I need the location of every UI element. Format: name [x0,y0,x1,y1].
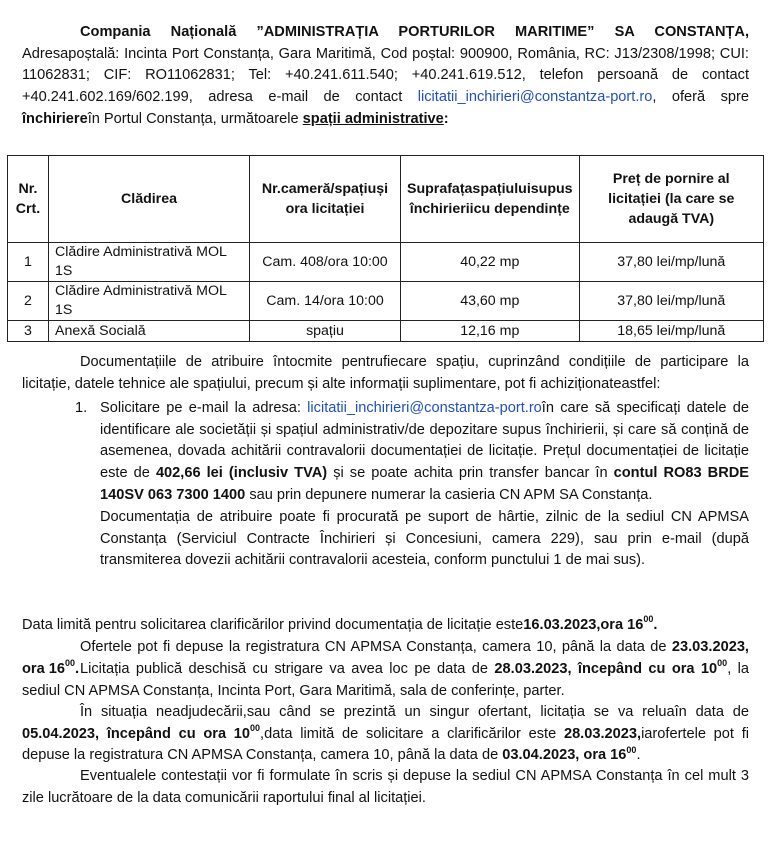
offers-date: 23.03.2023, ora 16 [22,639,749,677]
header-price: Preț de pornire al licitației (la care se adaugă TVA) [579,156,763,243]
table-row [8,282,764,321]
retry-end: . [636,747,641,764]
offers-text: Ofertele pot fi depuse la registratura CN APMSA Constanța, camera 10, până la data de [80,639,672,655]
list-item [100,398,749,507]
header-room: Nr.cameră/spațiuși ora licitației [250,156,401,243]
auction-text: Licitația publică deschisă cu strigare va avea loc pe data de [80,661,495,677]
auction-location: , la sediul CN APMSA Constanța, Incinta Port, Gara Maritimă, sala de conferințe, parter. [22,661,750,699]
header-area: Suprafațaspațiuluisupus închirieriicu dependințe [401,156,580,243]
retry-text-2: ,data limită de solicitare a clarificărilor este [260,725,564,742]
offer-colon: : [443,110,449,127]
retry-date: 05.04.2023, începând cu ora 10 [22,725,251,742]
paper-docs-paragraph: Documentația de atribuire poate fi procurată pe suport de hârtie, zilnic de la sediul CN APMSA Constanța (Serviciul Contracte Închirieri și Concesiuni, camera 229), sau prin e-mail (după transmiterea dovezii achitării contravalorii acesteia, conform punctului 1 de mai sus). [100,509,749,569]
hour-superscript: 00 [626,744,637,755]
hour-superscript: 00 [250,722,261,733]
table-row [8,321,764,342]
auction-date: 28.03.2023, începând cu ora 10 [494,661,718,677]
cell-area: 12,16 mp [401,321,580,342]
list-item-text: Solicitare pe e-mail la adresa: [100,400,308,416]
spaces-table [7,155,764,342]
cell-price: 18,65 lei/mp/lună [579,321,763,342]
hour-superscript: 00 [717,658,728,669]
documentation-price: 402,66 lei (inclusiv TVA) [155,465,328,482]
hour-superscript: 00 [65,657,76,668]
cell-building: Clădire Administrativă MOL 1S [49,243,250,282]
cell-building: Clădire Administrativă MOL 1S [49,282,250,321]
offer-text: , oferă spre [652,89,749,106]
clarification-date: 16.03.2023,ora 16 [523,617,644,633]
cell-building: Anexă Socială [49,321,250,342]
cell-nr: 2 [8,282,49,321]
contact-email-link[interactable]: licitatii_inchirieri@constantza-port.ro [417,89,653,106]
cell-room: spațiu [250,321,401,342]
cell-nr: 1 [8,243,49,282]
intro-paragraph [22,22,749,131]
company-details: Adresapoștală: Incinta Port Constanța, Gara Maritimă, Cod poștal: 900900, România, RC: J13/2308/1998; CUI: 11062831; CIF: RO11062831; Tel: +40.241.611.540; +40.241.619.512, telefon persoană de contact +40.241.602.169/602.199, adresa e-mail de contact [22,45,749,106]
list-item-text-4: sau prin depunere numerar la casieria CN APM SA Constanța. [245,486,653,503]
docs-paragraph: Documentațiile de atribuire întocmite pentrufiecare spațiu, cuprinzând condițiile de participare la licitație, datele tehnice ale spațiului, precum și alte informații suplimentare, pot fi achiziționateastfel: [22,354,749,392]
table-row [8,243,764,282]
list-item-text-3: și se poate achita prin transfer bancar în [327,465,614,482]
offer-keyword: închiriere [22,110,88,127]
bank-account: contul RO83 BRDE 140SV 063 7300 1400 [100,465,750,503]
offer-spaces-keyword: spații administrative [302,110,444,127]
header-building: Clădirea [49,156,250,243]
company-name: Compania Națională ”ADMINISTRAȚIA PORTURILOR MARITIME” SA CONSTANȚA, [80,24,749,40]
retry-text-3: iarofertele pot fi depuse la registratura CN APMSA Constanța, camera 10, până la data de [22,725,749,764]
request-email-link[interactable]: licitatii_inchirieri@constantza-port.ro [307,400,542,416]
cell-price: 37,80 lei/mp/lună [579,243,763,282]
offer-text-mid: în Portul Constanța, următoarele [87,110,303,127]
header-nr: Nr. Crt. [8,156,49,243]
contestation-paragraph: Eventualele contestații vor fi formulate în scris și depuse la sediul CN APMSA Constanța în cel mult 3 zile lucrătoare de la data comunicării raportului final al licitației. [22,768,749,806]
retry-paragraph [22,702,749,767]
cell-price: 37,80 lei/mp/lună [579,282,763,321]
table-header-row [8,156,764,243]
retry-clarification-date: 28.03.2023, [563,725,642,742]
clarification-deadline: Data limită pentru solicitarea clarificărilor privind documentația de licitație este16.03.2023,ora $16^{00}$. [22,614,658,633]
cell-nr: 3 [8,321,49,342]
offers-deadline: Ofertele pot fi depuse la registratura CN APMSA Constanța, camera 10, până la data de 23.03.2023, ora $16^{00}$. [22,639,749,677]
cell-area: 40,22 mp [401,243,580,282]
list-item-number: 1. [75,400,88,416]
cell-room: Cam. 408/ora 10:00 [250,243,401,282]
list-item-text-2: în care să specificați datele de identificare ale societății și spațiul administrativ/de depozitare supus închirierii, și care să conțină de asemenea, dovada achitării contravalorii documentației de licitație. Prețul documentației de licitație este de [100,400,749,482]
retry-text: În situația neadjudecării,sau când se prezintă un singur ofertant, licitația se va reluaîn data de [80,704,749,720]
clarification-text: Data limită pentru solicitarea clarificărilor privind documentația de licitație este [22,617,524,633]
retry-offers-date: 03.04.2023, ora 16 [502,747,627,764]
cell-room: Cam. 14/ora 10:00 [250,282,401,321]
cell-area: 43,60 mp [401,282,580,321]
auction-date-paragraph [22,659,749,702]
hour-superscript: 00 [643,614,654,625]
